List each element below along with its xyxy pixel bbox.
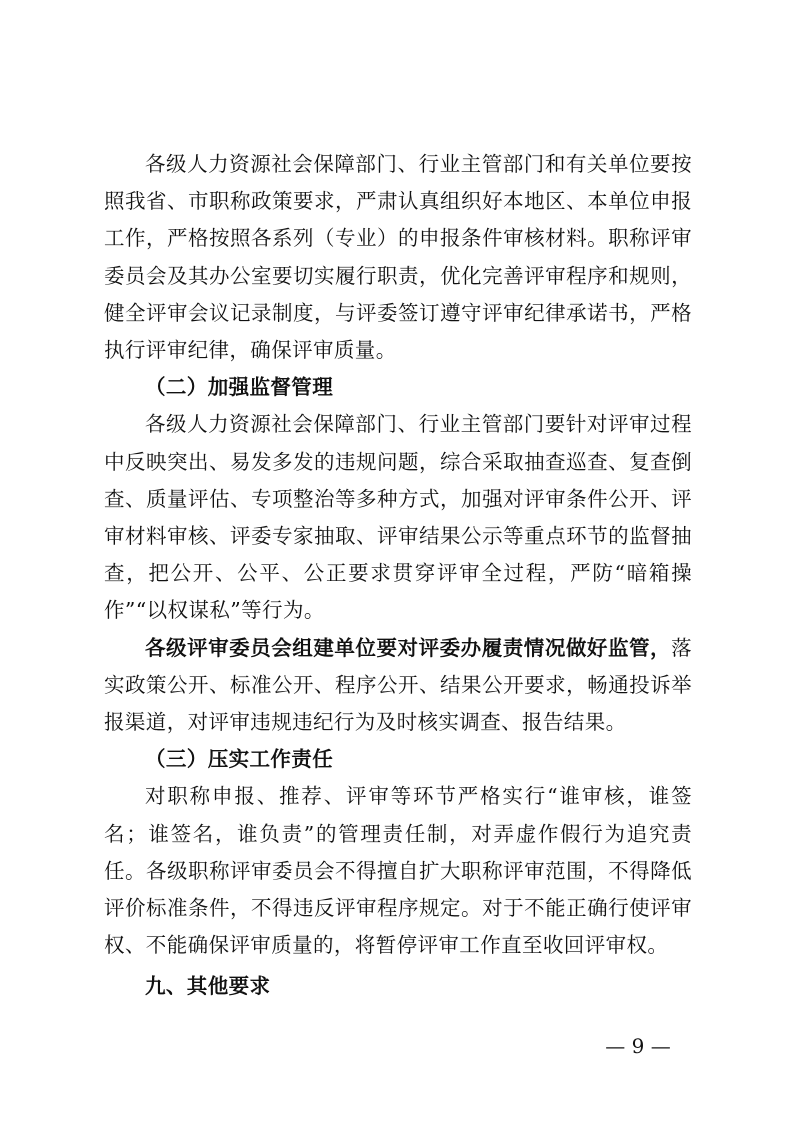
paragraph-responsibility-system: 对职称申报、推荐、评审等环节严格实行“谁审核，谁签名；谁签名，谁负责”的管理责任制，对弄虚作假行为追究责任。各级职称评审委员会不得擅自扩大职称评审范围，不得降低评价标准条件，不得违反评审程序规定。对于不能正确行使评审权、不能确保评审质量的，将暂停评审工作直至收回评审权。 bbox=[104, 784, 692, 958]
heading-other-requirements: 九、其他要求 bbox=[145, 974, 271, 999]
paragraph-committee-oversight-lead: 各级评审委员会组建单位要对评委办履责情况做好监管， bbox=[145, 635, 672, 660]
paragraph-committee-oversight bbox=[104, 630, 692, 742]
heading-strengthen-supervision: （二）加强监督管理 bbox=[145, 375, 334, 400]
paragraph-review-discipline: 各级人力资源社会保障部门、行业主管部门和有关单位要按照我省、市职称政策要求，严肃认真组织好本地区、本单位申报工作，严格按照各系列（专业）的申报条件审核材料。职称评审委员会及其办公室要切实履行职责，优化完善评审程序和规则，健全评审会议记录制度，与评委签订遵守评审纪律承诺书，严格执行评审纪律，确保评审质量。 bbox=[104, 152, 692, 363]
document-body bbox=[104, 146, 692, 1006]
paragraph-committee-oversight-rest: 落实政策公开、标准公开、程序公开、结果公开要求，畅通投诉举报渠道，对评审违规违纪行为及时核实调查、报告结果。 bbox=[104, 635, 692, 735]
paragraph-supervision-measures: 各级人力资源社会保障部门、行业主管部门要针对评审过程中反映突出、易发多发的违规问题，综合采取抽查巡查、复查倒查、质量评估、专项整治等多种方式，加强对评审条件公开、评审材料审核、评委专家抽取、评审结果公示等重点环节的监督抽查，把公开、公平、公正要求贯穿评审全过程，严防“暗箱操作”“以权谋私”等行为。 bbox=[104, 412, 692, 623]
heading-responsibility: （三）压实工作责任 bbox=[145, 747, 334, 772]
page-number: — 9 — bbox=[605, 1034, 671, 1058]
